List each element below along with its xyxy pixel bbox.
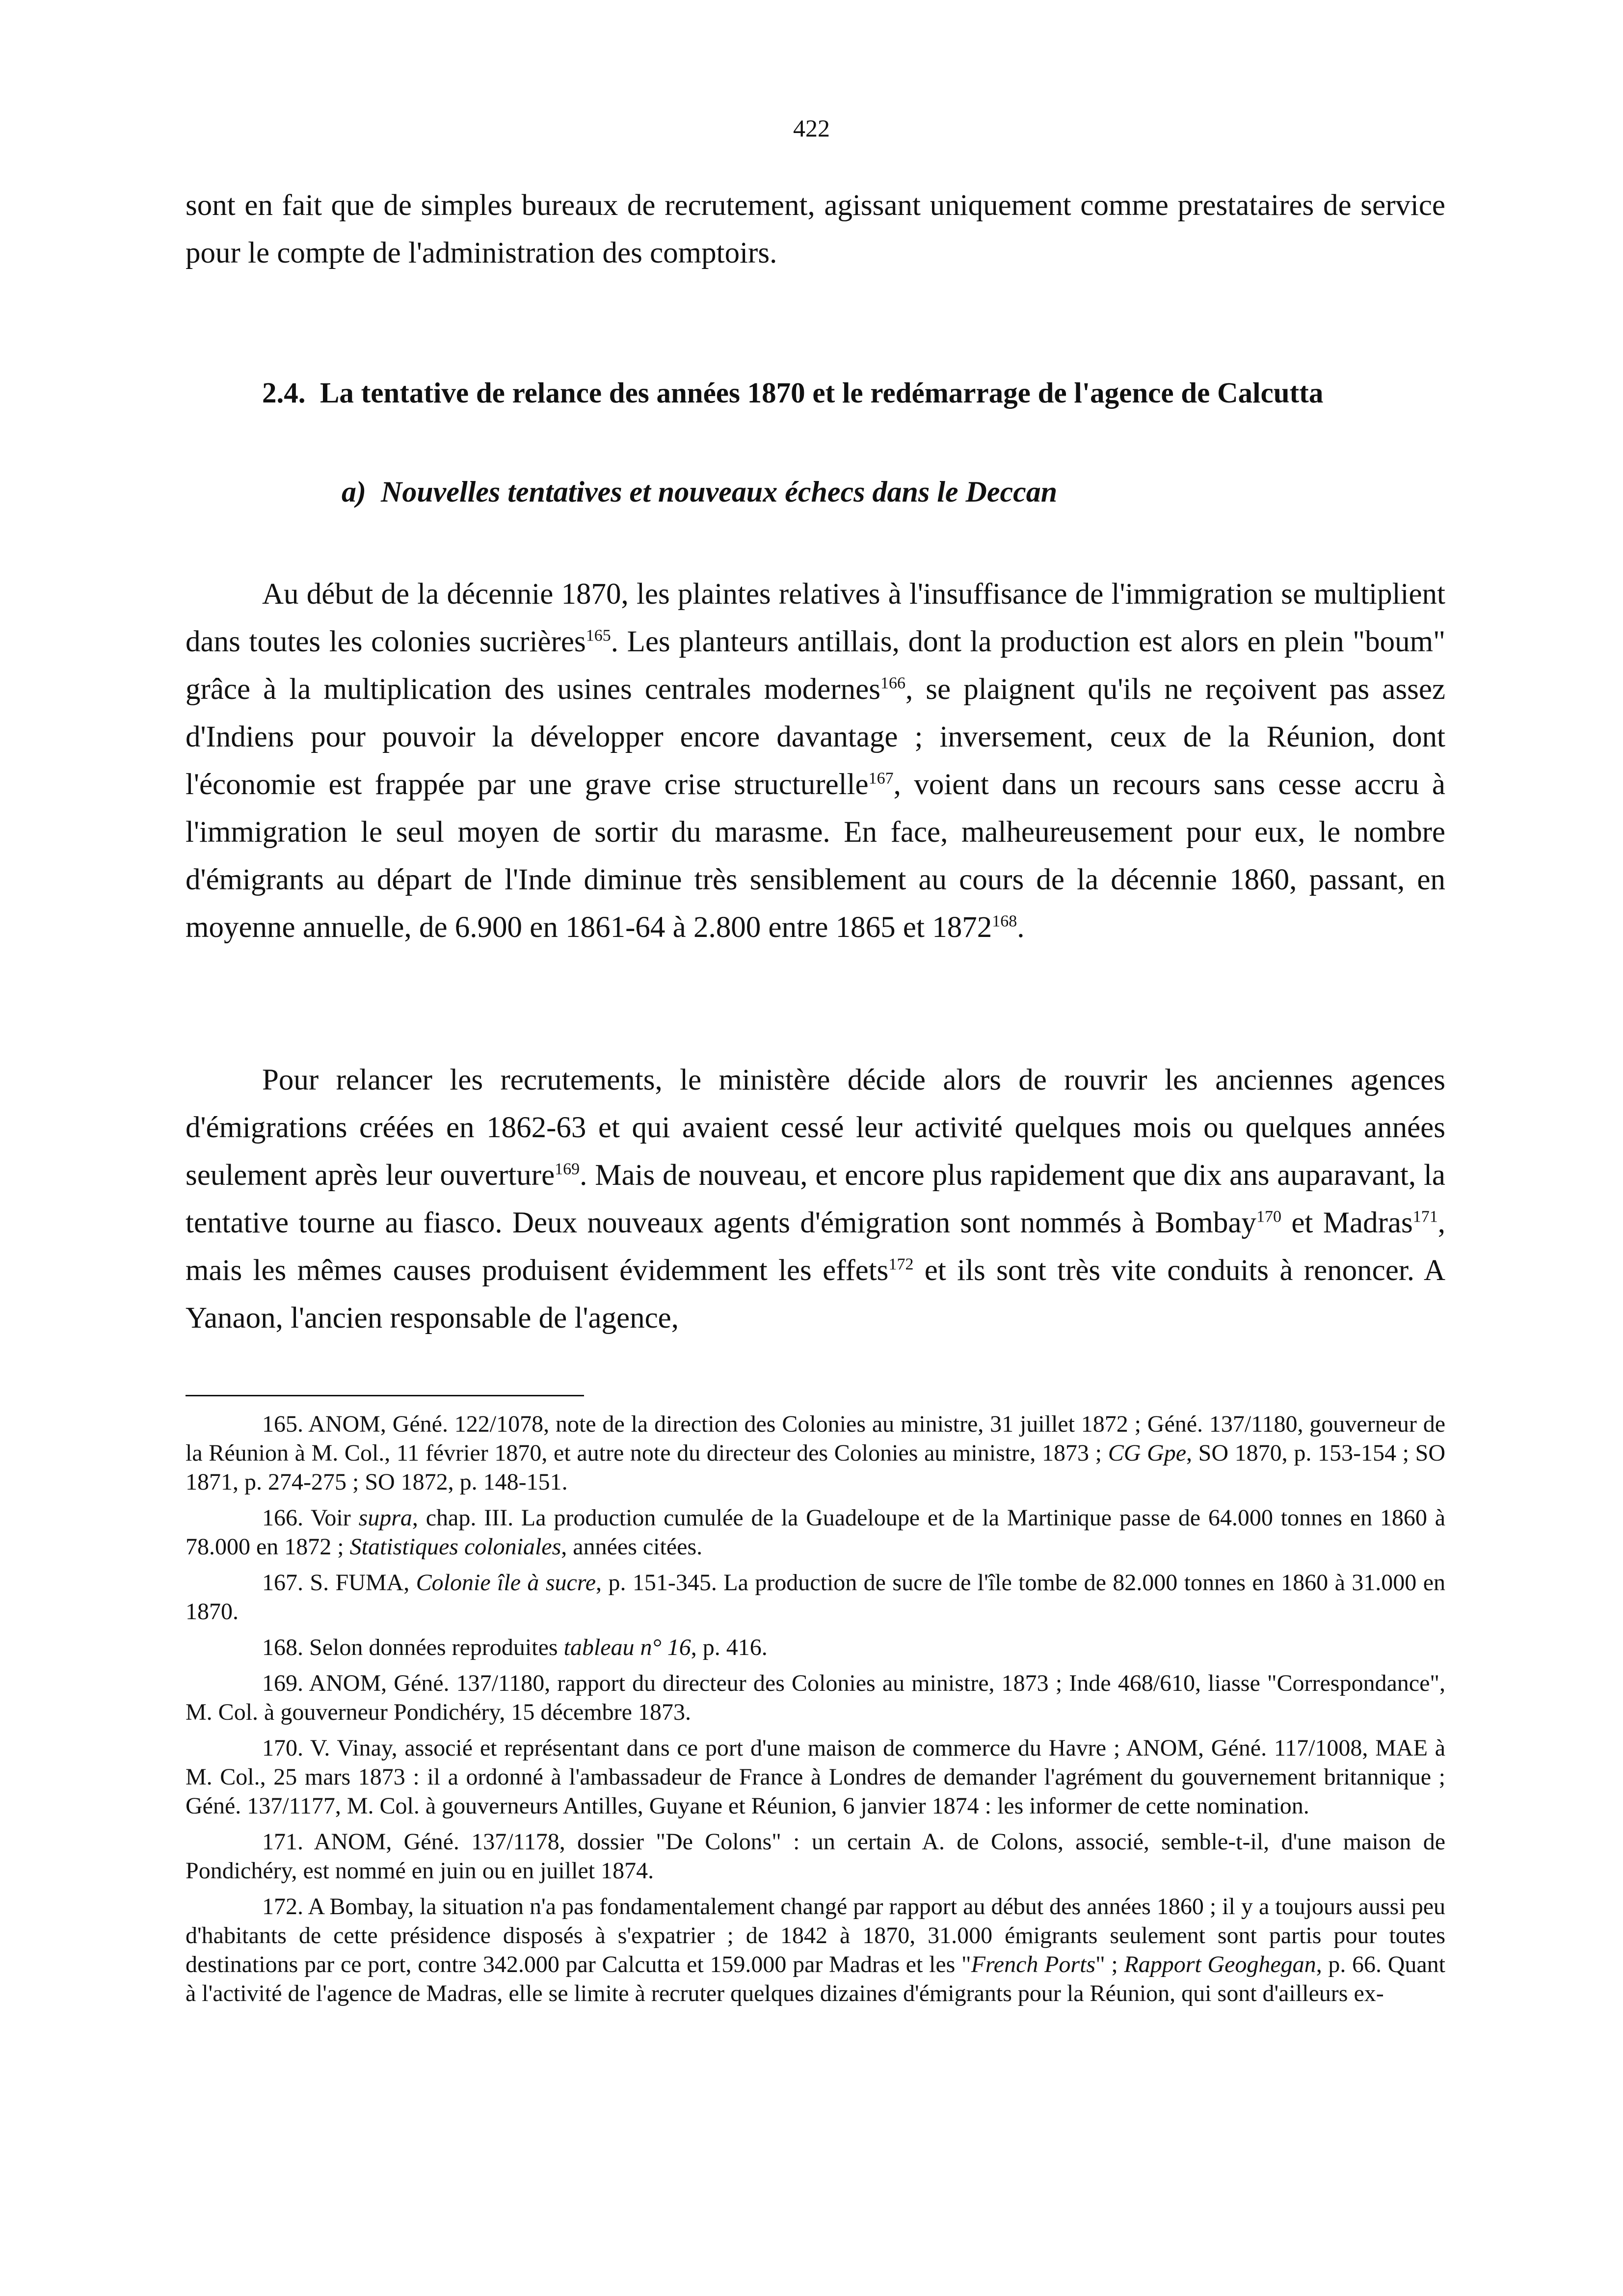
text-run: 168. Selon données reproduites [262, 1634, 564, 1660]
footnote-172 [186, 1892, 1445, 2008]
text-run: 165. ANOM, Géné. 122/1078, note de la direction des Colonies au ministre, 31 juillet 1872 ; Géné. 137/1180, gouverneur de la Réunion à M. Col., 11 février 1870, et autre note du directeur des Colonies au ministre, 1873 ; [186, 1411, 1445, 1466]
text-run: Pour relancer les recrutements, le ministère décide alors de rouvrir les anciennes agences d'émigrations créées en 1862-63 et qui avaient cessé leur activité quelques mois ou quelques années seulement après leur ouverture [186, 1064, 1445, 1192]
footnote-170 [186, 1734, 1445, 1820]
paragraph-continuation: sont en fait que de simples bureaux de recrutement, agissant uniquement comme prestataires de service pour le compte de l'administration des comptoirs. [186, 189, 1445, 269]
text-run: et Madras [1281, 1206, 1413, 1239]
italic-run: tableau n° 16 [563, 1634, 691, 1660]
footnote-165 [186, 1410, 1445, 1496]
text-run: et ils sont très vite conduits à renoncer. A Yanaon, l'ancien responsable de l'agence, [186, 1254, 1446, 1335]
footnote-ref: 166 [880, 674, 905, 693]
section-title: La tentative de relance des années 1870 et le redémarrage de l'agence de Calcutta [320, 376, 1324, 409]
text-run: , p. 66. Quant à l'activité de l'agence de Madras, elle se limite à recruter quelques dizaines d'émigrants pour la Réunion, qui sont d'ailleurs ex- [186, 1951, 1446, 2006]
italic-run: CG Gpe [1108, 1440, 1186, 1466]
paragraph-relance [186, 1056, 1445, 1342]
footnote-168 [186, 1633, 1445, 1662]
section-heading [262, 375, 1450, 410]
footnote-ref: 171 [1412, 1207, 1438, 1226]
paragraph-decennie-1870 [186, 570, 1445, 951]
text-run: , SO 1870, p. 153-154 ; SO 1871, p. 274-275 ; SO 1872, p. 148-151. [186, 1440, 1446, 1495]
text-run: , p. 416. [691, 1634, 768, 1660]
text-run: . Les planteurs antillais, dont la production est alors en plein "boum" grâce à la multiplication des usines centrales modernes [186, 625, 1446, 706]
italic-run: Statistiques coloniales [349, 1534, 561, 1560]
footnote-ref: 167 [868, 769, 894, 788]
italic-run: French Ports [971, 1951, 1096, 1977]
text-run: . [1017, 911, 1025, 944]
subsection-marker: a) [342, 476, 366, 508]
page-number: 422 [793, 114, 830, 142]
footnote-ref: 169 [555, 1160, 580, 1178]
text-run: , chap. III. La production cumulée de la Guadeloupe et de la Martinique passe de 64.000 tonnes en 1860 à 78.000 en 1872 ; [186, 1505, 1445, 1560]
footnote-ref: 165 [585, 626, 611, 645]
footnote-166 [186, 1503, 1445, 1561]
text-run: , voient dans un recours sans cesse accru à l'immigration le seul moyen de sortir du marasme. En face, malheureusement pour eux, le nombre d'émigrants au départ de l'Inde diminue très sensiblement au cours de la décennie 1860, passant, en moyenne annuelle, de 6.900 en 1861-64 à 2.800 entre 1865 et 1872 [186, 768, 1445, 944]
footnote-ref: 172 [888, 1255, 914, 1274]
footnote-ref: 170 [1256, 1207, 1281, 1226]
text-run: , p. 151-345. La production de sucre de l'île tombe de 82.000 tonnes en 1860 à 31.000 en 1870. [186, 1570, 1445, 1625]
text-run: , se plaignent qu'ils ne reçoivent pas assez d'Indiens pour pouvoir la développer encore davantage ; inversement, ceux de la Réunion, dont l'économie est frappée par une grave crise structurelle [186, 673, 1445, 801]
footnote-ref: 168 [992, 912, 1017, 931]
text-run: " ; [1095, 1951, 1124, 1977]
footnotes [186, 1410, 1445, 2015]
text-run: , mais les mêmes causes produisent évidemment les effets [186, 1206, 1445, 1287]
footnote-171 [186, 1827, 1445, 1885]
italic-run: supra [358, 1505, 412, 1531]
text-run: 170. V. Vinay, associé et représentant dans ce port d'une maison de commerce du Havre ; ANOM, Géné. 117/1008, MAE à M. Col., 25 mars 1873 : il a ordonné à l'ambassadeur de France à Londres de demander l'agrément du gouvernement britannique ; Géné. 137/1177, M. Col. à gouverneurs Antilles, Guyane et Réunion, 6 janvier 1874 : les informer de cette nomination. [186, 1735, 1445, 1819]
text-run: 167. S. FUMA, [262, 1570, 416, 1596]
italic-run: Colonie île à sucre [416, 1570, 596, 1596]
text-run: 169. ANOM, Géné. 137/1180, rapport du directeur des Colonies au ministre, 1873 ; Inde 468/610, liasse "Correspondance", M. Col. à gouverneur Pondichéry, 15 décembre 1873. [186, 1670, 1445, 1725]
text-run: , années citées. [561, 1534, 703, 1560]
footnote-169 [186, 1669, 1445, 1727]
text-run: 171. ANOM, Géné. 137/1178, dossier "De Colons" : un certain A. de Colons, associé, semble-t-il, d'une maison de Pondichéry, est nommé en juin ou en juillet 1874. [186, 1829, 1445, 1884]
italic-run: Rapport Geoghegan [1124, 1951, 1316, 1977]
subsection-title: Nouvelles tentatives et nouveaux échecs dans le Deccan [380, 476, 1058, 508]
section-number: 2.4. [262, 376, 306, 409]
text-run: 172. A Bombay, la situation n'a pas fondamentalement changé par rapport au début des années 1860 ; il y a toujours aussi peu d'habitants de cette présidence disposés à s'expatrier ; de 1842 à 1870, 31.000 émigrants seulement sont partis pour toutes destinations par ce port, contre 342.000 par Calcutta et 159.000 par Madras et les " [186, 1894, 1445, 1977]
footnote-167 [186, 1568, 1445, 1626]
text-run: Au début de la décennie 1870, les plaintes relatives à l'insuffisance de l'immigration se multiplient dans toutes les colonies sucrières [186, 578, 1445, 658]
subsection-heading [342, 474, 1057, 509]
text-run: 166. Voir [262, 1505, 359, 1531]
footnote-separator [186, 1395, 584, 1396]
text-run: . Mais de nouveau, et encore plus rapidement que dix ans auparavant, la tentative tourne au fiasco. Deux nouveaux agents d'émigration sont nommés à Bombay [186, 1159, 1445, 1239]
